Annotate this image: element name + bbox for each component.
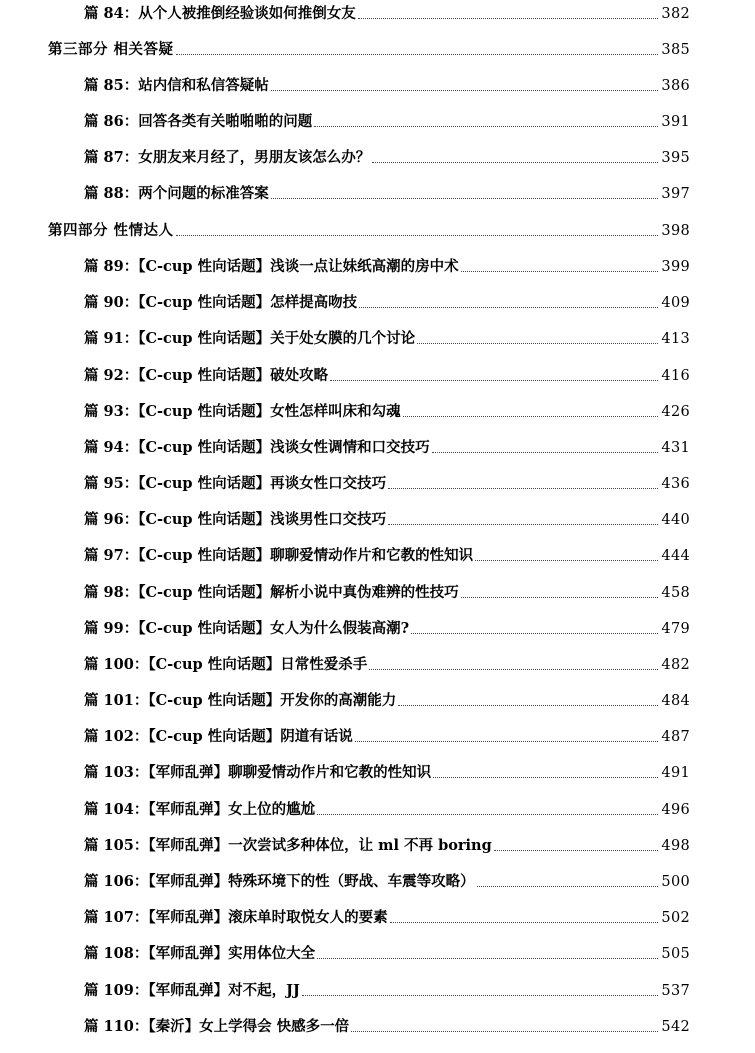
toc-entry-title: 篇 107：【军师乱弹】滚床单时取悦女人的要素 [84, 909, 388, 926]
toc-entry[interactable] [84, 325, 690, 349]
toc-entry[interactable] [84, 651, 690, 675]
dot-leader [398, 705, 658, 706]
toc-page-number: 395 [661, 150, 690, 166]
toc-entry[interactable] [84, 180, 690, 204]
toc-entry[interactable] [84, 108, 690, 132]
dot-leader [388, 488, 658, 489]
toc-page-number: 426 [661, 404, 690, 420]
dot-leader [372, 162, 658, 163]
dot-leader [475, 560, 658, 561]
toc-page-number: 409 [661, 295, 690, 311]
toc-entry-title: 篇 91：【C-cup 性向话题】关于处女膜的几个讨论 [84, 330, 416, 347]
toc-section-heading[interactable] [48, 36, 690, 60]
toc-page-number: 385 [661, 42, 690, 58]
toc-page-number: 502 [661, 910, 690, 926]
toc-entry-title: 篇 109：【军师乱弹】对不起，JJ [84, 982, 300, 999]
toc-page-number: 537 [661, 983, 690, 999]
dot-leader [411, 633, 658, 634]
toc-page-number: 487 [661, 729, 690, 745]
toc-page-number: 484 [661, 693, 690, 709]
toc-section-title: 第三部分 相关答疑 [48, 41, 174, 58]
toc-section-heading[interactable] [48, 217, 690, 241]
toc-entry[interactable] [84, 615, 690, 639]
toc-entry-title: 篇 106：【军师乱弹】特殊环境下的性（野战、车震等攻略） [84, 873, 475, 890]
toc-entry-title: 篇 93：【C-cup 性向话题】女性怎样叫床和勾魂 [84, 403, 401, 420]
toc-page-number: 458 [661, 585, 690, 601]
dot-leader [271, 198, 659, 199]
toc-entry[interactable] [84, 398, 690, 422]
dot-leader [461, 271, 659, 272]
dot-leader [351, 1031, 658, 1032]
toc-entry-title: 篇 90：【C-cup 性向话题】怎样提高吻技 [84, 294, 358, 311]
toc-entry[interactable] [84, 434, 690, 458]
toc-entry-title: 篇 103：【军师乱弹】聊聊爱情动作片和它教的性知识 [84, 764, 432, 781]
toc-page-number: 444 [661, 548, 690, 564]
dot-leader [369, 669, 658, 670]
toc-entry-title: 篇 105：【军师乱弹】一次尝试多种体位，让 ml 不再 boring [84, 837, 492, 854]
toc-entry-title: 篇 98：【C-cup 性向话题】解析小说中真伪难辨的性技巧 [84, 584, 459, 601]
toc-entry-title: 篇 95：【C-cup 性向话题】再谈女性口交技巧 [84, 475, 387, 492]
toc-page-number: 431 [661, 440, 690, 456]
toc-entry[interactable] [84, 796, 690, 820]
toc-entry-title: 篇 101：【C-cup 性向话题】开发你的高潮能力 [84, 692, 397, 709]
toc-entry[interactable] [84, 253, 690, 277]
toc-page-number: 496 [661, 802, 690, 818]
toc-entry[interactable] [84, 579, 690, 603]
toc-entry-title: 篇 84：从个人被推倒经验谈如何推倒女友 [84, 5, 356, 22]
dot-leader [176, 235, 659, 236]
toc-page-number: 397 [661, 186, 690, 202]
toc-page-number: 482 [661, 657, 690, 673]
toc-entry-title: 篇 94：【C-cup 性向话题】浅谈女性调情和口交技巧 [84, 439, 430, 456]
toc-entry-title: 篇 88：两个问题的标准答案 [84, 185, 269, 202]
toc-entry[interactable] [84, 1013, 690, 1037]
toc-entry-title: 篇 99：【C-cup 性向话题】女人为什么假装高潮? [84, 620, 410, 637]
toc-page-number: 398 [661, 223, 690, 239]
toc-page-number: 542 [661, 1019, 690, 1035]
toc-page-number: 491 [661, 765, 690, 781]
dot-leader [355, 741, 659, 742]
toc-entry-title: 篇 92：【C-cup 性向话题】破处攻略 [84, 367, 329, 384]
toc-entry[interactable] [84, 977, 690, 1001]
dot-leader [317, 814, 658, 815]
toc-page-number: 436 [661, 476, 690, 492]
toc-entry[interactable] [84, 72, 690, 96]
toc-page-number: 391 [661, 114, 690, 130]
dot-leader [302, 995, 659, 996]
toc-entry-title: 篇 87：女朋友来月经了，男朋友该怎么办？ [84, 149, 371, 166]
dot-leader [176, 54, 659, 55]
dot-leader [432, 452, 659, 453]
toc-section-title: 第四部分 性情达人 [48, 222, 174, 239]
toc-entry-title: 篇 85：站内信和私信答疑帖 [84, 77, 269, 94]
dot-leader [271, 90, 659, 91]
toc-entry[interactable] [84, 542, 690, 566]
toc-entry-title: 篇 89：【C-cup 性向话题】浅谈一点让妹纸高潮的房中术 [84, 258, 459, 275]
dot-leader [494, 850, 659, 851]
toc-entry[interactable] [84, 723, 690, 747]
toc-entry[interactable] [84, 759, 690, 783]
toc-entry[interactable] [84, 832, 690, 856]
toc-page-number: 498 [661, 838, 690, 854]
dot-leader [390, 922, 659, 923]
toc-page-number: 399 [661, 259, 690, 275]
toc-entry[interactable] [84, 470, 690, 494]
toc-entry-title: 篇 104：【军师乱弹】女上位的尴尬 [84, 801, 316, 818]
toc-entry[interactable] [84, 362, 690, 386]
toc-entry-title: 篇 108：【军师乱弹】实用体位大全 [84, 945, 316, 962]
toc-entry[interactable] [84, 144, 690, 168]
dot-leader [330, 380, 658, 381]
dot-leader [417, 343, 658, 344]
toc-entry[interactable] [84, 904, 690, 928]
toc-entry-title: 篇 97：【C-cup 性向话题】聊聊爱情动作片和它教的性知识 [84, 547, 474, 564]
toc-entry-title: 篇 102：【C-cup 性向话题】阴道有话说 [84, 728, 353, 745]
dot-leader [461, 597, 659, 598]
dot-leader [314, 126, 658, 127]
toc-entry-title: 篇 100：【C-cup 性向话题】日常性爱杀手 [84, 656, 368, 673]
toc-page-number: 416 [661, 368, 690, 384]
dot-leader [477, 886, 659, 887]
dot-leader [403, 416, 659, 417]
toc-entry[interactable] [84, 687, 690, 711]
toc-entry[interactable] [84, 868, 690, 892]
dot-leader [358, 18, 659, 19]
dot-leader [317, 958, 658, 959]
toc-entry-title: 篇 96：【C-cup 性向话题】浅谈男性口交技巧 [84, 511, 387, 528]
toc-entry[interactable] [84, 0, 690, 24]
toc-entry[interactable] [84, 506, 690, 530]
toc-page-number: 500 [661, 874, 690, 890]
toc-entry-title: 篇 110：【秦沂】女上学得会 快感多一倍 [84, 1018, 350, 1035]
dot-leader [388, 524, 658, 525]
toc-entry[interactable] [84, 940, 690, 964]
dot-leader [359, 307, 658, 308]
dot-leader [433, 777, 658, 778]
toc-page-number: 505 [661, 946, 690, 962]
toc-page-number: 386 [661, 78, 690, 94]
toc-entry[interactable] [84, 289, 690, 313]
toc-page-number: 413 [661, 331, 690, 347]
toc-page-number: 382 [661, 6, 690, 22]
toc-page-number: 440 [661, 512, 690, 528]
toc-entry-title: 篇 86：回答各类有关啪啪啪的问题 [84, 113, 313, 130]
toc-page-number: 479 [661, 621, 690, 637]
